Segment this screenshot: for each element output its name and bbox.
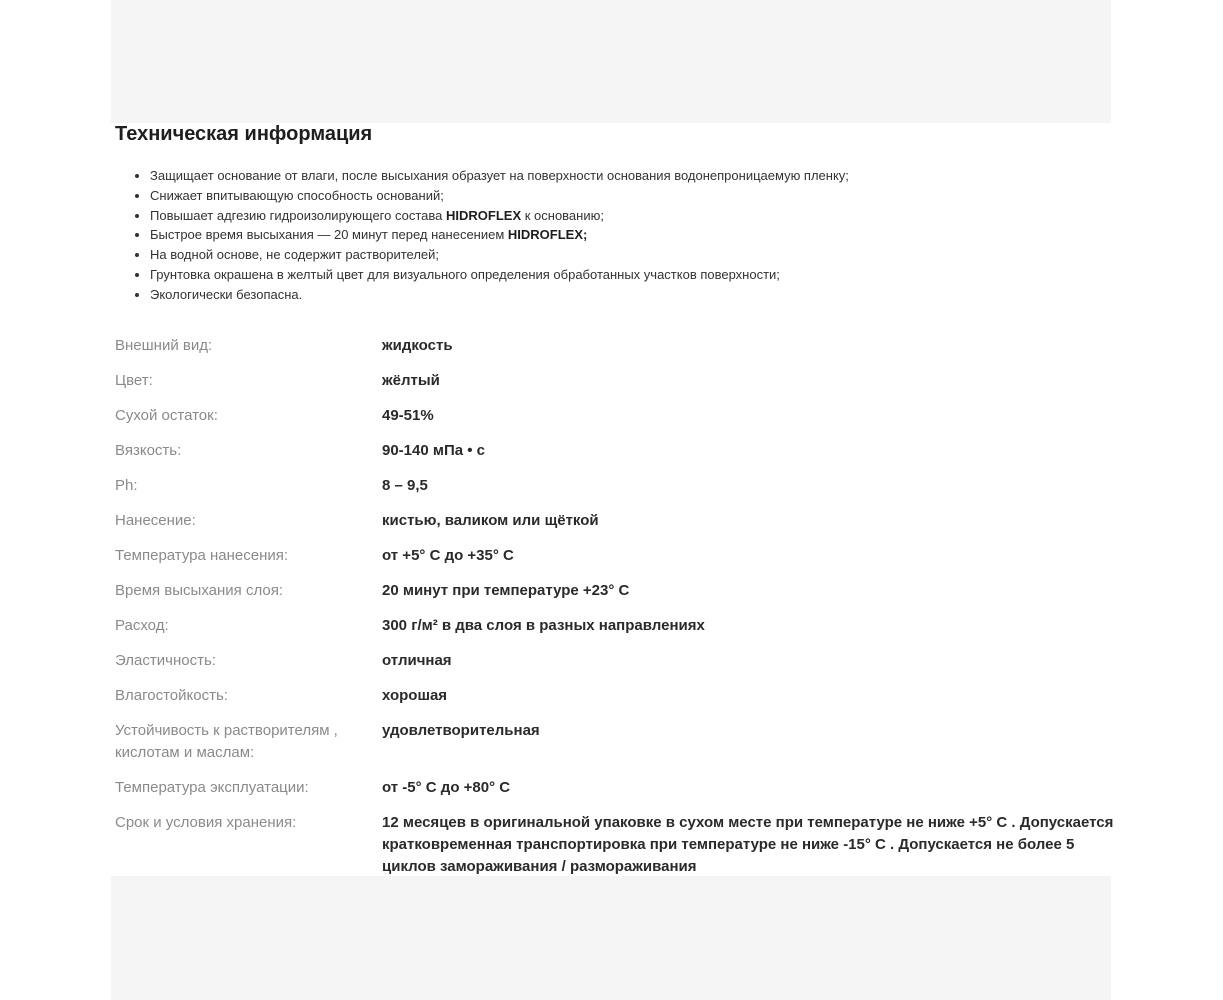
spec-label: Влагостойкость:	[115, 686, 228, 704]
spec-label: Сухой остаток:	[115, 406, 218, 424]
brand-name: HIDROFLEX;	[507, 227, 588, 243]
spec-row-drying-time	[115, 580, 1115, 602]
spec-label: Вязкость:	[115, 441, 182, 459]
spec-value: жёлтый	[382, 371, 440, 389]
spec-value: хорошая	[382, 686, 448, 704]
feature-item: • Быстрое время высыхания — 20 минут перед нанесением HIDROFLEX;	[150, 225, 1115, 245]
spec-row-dry-residue	[115, 405, 1115, 427]
spec-label: Внешний вид:	[115, 336, 213, 354]
spec-value: отличная	[382, 651, 452, 669]
spec-row-consumption	[115, 615, 1115, 637]
spec-row-viscosity	[115, 440, 1115, 462]
spec-label: Расход:	[115, 616, 169, 634]
spec-label: Эластичность:	[115, 651, 216, 669]
feature-item: • Экологически безопасна.	[150, 285, 1115, 305]
spec-row-moisture-resistance	[115, 685, 1115, 707]
feature-item: • На водной основе, не содержит растворителей;	[150, 245, 1115, 265]
spec-row-storage	[115, 812, 1115, 878]
spec-label: Температура эксплуатации:	[115, 778, 309, 796]
feature-item: • Защищает основание от влаги, после высыхания образует на поверхности основания водонепроницаемую пленку;	[150, 166, 1115, 186]
technical-info-section	[115, 120, 1115, 891]
feature-item: • Снижает впитывающую способность оснований;	[150, 186, 1115, 206]
spec-row-ph	[115, 475, 1115, 497]
spec-value: от +5° С до +35° С	[382, 546, 514, 564]
spec-row-application-temperature	[115, 545, 1115, 567]
features-list	[115, 166, 1115, 305]
spec-value: 90-140 мПа • с	[382, 441, 486, 459]
section-title: Техническая информация	[115, 123, 373, 145]
spec-row-chemical-resistance	[115, 720, 1115, 764]
bottom-media-area	[111, 876, 1111, 1000]
specs-table	[115, 335, 1115, 878]
spec-value: 49-51%	[382, 406, 434, 424]
feature-item: • Грунтовка окрашена в желтый цвет для визуального определения обработанных участков поверхности;	[150, 265, 1115, 285]
spec-label: Срок и условия хранения:	[115, 813, 297, 831]
spec-row-appearance	[115, 335, 1115, 357]
spec-label: Ph:	[115, 476, 138, 494]
spec-row-elasticity	[115, 650, 1115, 672]
spec-value: кистью, валиком или щёткой	[382, 511, 599, 529]
top-media-area	[111, 0, 1111, 123]
spec-label: Цвет:	[115, 371, 153, 389]
spec-label: Температура нанесения:	[115, 546, 289, 564]
spec-label: Нанесение:	[115, 511, 196, 529]
spec-label: Устойчивость к растворителям , кислотам и маслам:	[115, 721, 338, 761]
spec-value: 300 г/м² в два слоя в разных направлениях	[382, 616, 705, 634]
spec-row-color	[115, 370, 1115, 392]
spec-value: 12 месяцев в оригинальной упаковке в сухом месте при температуре не ниже +5° С . Допускается кратковременная транспортировка при температуре не ниже -15° С . Допускается не более 5 циклов замораживания / размораживания	[382, 813, 1114, 875]
spec-value: 20 минут при температуре +23° С	[382, 581, 630, 599]
spec-row-application	[115, 510, 1115, 532]
spec-value: жидкость	[382, 336, 453, 354]
brand-name: HIDROFLEX	[446, 207, 522, 223]
spec-label: Время высыхания слоя:	[115, 581, 284, 599]
spec-row-operating-temperature	[115, 777, 1115, 799]
spec-value: удовлетворительная	[382, 721, 540, 739]
spec-value: 8 – 9,5	[382, 476, 428, 494]
spec-value: от -5° С до +80° С	[382, 778, 511, 796]
feature-item: • Повышает адгезию гидроизолирующего состава HIDROFLEX к основанию;	[150, 206, 1115, 226]
